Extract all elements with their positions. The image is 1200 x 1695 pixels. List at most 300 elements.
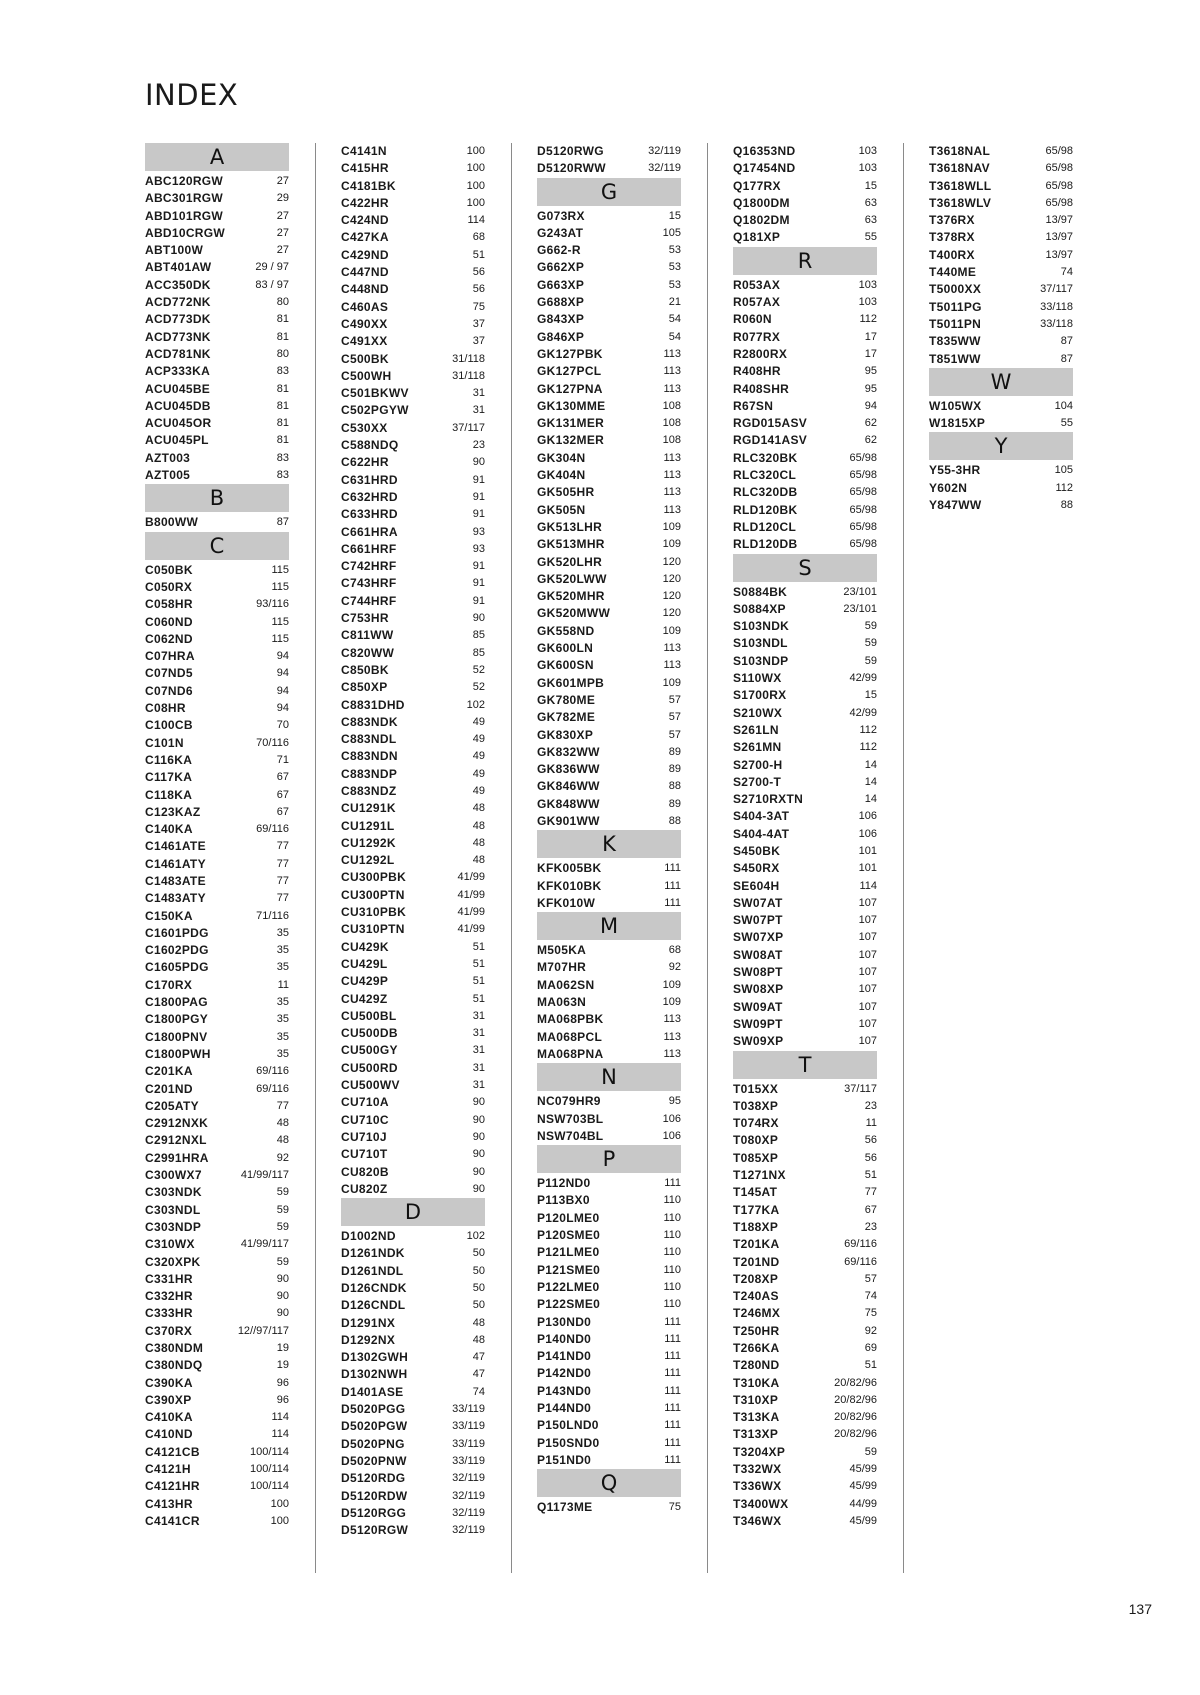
page-reference: 91 xyxy=(472,560,485,573)
product-code: R053AX xyxy=(733,277,781,292)
index-entry xyxy=(733,178,877,195)
product-code: ACD773NK xyxy=(145,329,211,344)
index-entry xyxy=(341,1181,485,1198)
index-entry xyxy=(733,1444,877,1461)
page-reference: 111 xyxy=(664,1367,681,1380)
page-reference: 52 xyxy=(472,663,485,676)
product-code: T5011PN xyxy=(929,316,982,331)
index-entry xyxy=(733,1461,877,1478)
page-reference: 33/118 xyxy=(1040,317,1073,330)
index-entry xyxy=(341,1470,485,1487)
page-reference: 67 xyxy=(864,1203,877,1216)
page-reference: 114 xyxy=(271,1411,289,1424)
index-column-4 xyxy=(733,143,877,1530)
product-code: KFK010W xyxy=(537,895,596,910)
product-code: C1601PDG xyxy=(145,925,209,940)
page-reference: 59 xyxy=(276,1203,289,1216)
product-code: GK832WW xyxy=(537,744,600,759)
page-reference: 105 xyxy=(662,226,681,239)
product-code: C883NDL xyxy=(341,732,397,747)
index-entry xyxy=(341,1129,485,1146)
index-entry xyxy=(733,1236,877,1253)
page-reference: 111 xyxy=(664,1350,681,1363)
product-code: KFK010BK xyxy=(537,878,602,893)
index-entry xyxy=(341,921,485,938)
product-code: GK600SN xyxy=(537,658,594,673)
product-code: C1800PWH xyxy=(145,1046,211,1061)
product-code: C631HRD xyxy=(341,472,398,487)
product-code: D126CNDK xyxy=(341,1281,407,1295)
product-code: T201KA xyxy=(733,1237,780,1252)
page-reference: 90 xyxy=(276,1307,289,1320)
index-entry xyxy=(341,714,485,731)
product-code: C303NDP xyxy=(145,1219,202,1234)
index-entry xyxy=(145,1375,289,1392)
page-reference: 14 xyxy=(864,775,877,788)
product-code: CU1291K xyxy=(341,801,396,816)
product-code: G243AT xyxy=(537,225,584,240)
product-code: MA068PCL xyxy=(537,1029,603,1044)
product-code: C140KA xyxy=(145,822,193,837)
index-entry xyxy=(145,1254,289,1271)
product-code: P140ND0 xyxy=(537,1331,592,1346)
index-entry xyxy=(341,697,485,714)
index-entry xyxy=(145,1478,289,1495)
index-entry xyxy=(341,299,485,316)
product-code: D5120RDW xyxy=(341,1488,408,1503)
product-code: C622HR xyxy=(341,455,389,470)
product-code: T378RX xyxy=(929,230,975,245)
index-entry xyxy=(733,1132,877,1149)
product-code: D1401ASE xyxy=(341,1384,404,1399)
index-entry xyxy=(341,1164,485,1181)
page-reference: 14 xyxy=(864,793,877,806)
page-reference: 91 xyxy=(472,508,485,521)
page-reference: 89 xyxy=(668,797,681,810)
index-entry xyxy=(537,1331,681,1348)
page-reference: 113 xyxy=(663,382,681,395)
product-code: T310KA xyxy=(733,1375,780,1390)
index-entry xyxy=(145,1513,289,1530)
page-reference: 100 xyxy=(270,1514,289,1527)
page-reference: 33/118 xyxy=(1040,300,1073,313)
index-entry xyxy=(145,1167,289,1184)
index-entry xyxy=(341,783,485,800)
product-code: S261MN xyxy=(733,740,782,755)
section-letter-t: T xyxy=(733,1051,877,1079)
page-reference: 106 xyxy=(662,1112,681,1125)
index-entry xyxy=(537,878,681,895)
product-code: S110WX xyxy=(733,671,782,686)
index-entry xyxy=(145,925,289,942)
index-entry xyxy=(145,959,289,976)
page-reference: 63 xyxy=(864,214,877,227)
index-entry xyxy=(733,1478,877,1495)
page-reference: 92 xyxy=(276,1151,289,1164)
index-entry xyxy=(537,1210,681,1227)
index-entry xyxy=(733,160,877,177)
index-entry xyxy=(341,506,485,523)
product-code: C4121H xyxy=(145,1462,191,1477)
index-entry xyxy=(929,398,1073,415)
page-reference: 94 xyxy=(276,667,289,680)
section-letter-m: M xyxy=(537,912,681,940)
page-reference: 32/119 xyxy=(452,1489,485,1502)
product-code: W1815XP xyxy=(929,416,986,431)
index-entry xyxy=(145,225,289,242)
product-code: S103NDK xyxy=(733,619,790,634)
page-reference: 19 xyxy=(276,1359,289,1372)
product-code: Q17454ND xyxy=(733,161,796,176)
product-code: R057AX xyxy=(733,295,781,310)
product-code: C4141N xyxy=(341,144,387,158)
page-reference: 14 xyxy=(864,758,877,771)
page-reference: 103 xyxy=(858,296,877,309)
product-code: ACD772NK xyxy=(145,295,211,310)
product-code: GK127PBK xyxy=(537,346,603,361)
index-entry xyxy=(929,480,1073,497)
page-reference: 59 xyxy=(864,637,877,650)
page-reference: 111 xyxy=(664,896,681,909)
index-entry xyxy=(341,1349,485,1366)
page-reference: 83 xyxy=(276,451,289,464)
page-reference: 96 xyxy=(276,1376,289,1389)
page-reference: 90 xyxy=(472,1096,485,1109)
index-entry xyxy=(733,1219,877,1236)
index-entry xyxy=(341,939,485,956)
index-entry xyxy=(341,887,485,904)
section-letter-s: S xyxy=(733,554,877,582)
index-entry xyxy=(145,821,289,838)
product-code: T3400WX xyxy=(733,1496,789,1511)
page-reference: 11 xyxy=(865,1117,877,1130)
index-entry xyxy=(341,541,485,558)
index-entry xyxy=(145,1340,289,1357)
product-code: C632HRD xyxy=(341,489,398,504)
product-code: T3618WLL xyxy=(929,178,992,193)
product-code: C742HRF xyxy=(341,559,397,574)
page-reference: 70 xyxy=(276,719,289,732)
product-code: CU1292L xyxy=(341,853,395,868)
index-entry xyxy=(145,381,289,398)
index-entry xyxy=(733,484,877,501)
page-reference: 100/114 xyxy=(250,1463,289,1476)
product-code: T074RX xyxy=(733,1116,779,1131)
page-reference: 56 xyxy=(864,1151,877,1164)
page-reference: 87 xyxy=(276,516,289,529)
page-reference: 110 xyxy=(663,1194,681,1207)
product-code: S404-4AT xyxy=(733,826,790,841)
index-entry xyxy=(145,173,289,190)
product-code: Q1800DM xyxy=(733,195,790,210)
page-reference: 20/82/96 xyxy=(834,1376,877,1389)
page-reference: 75 xyxy=(472,300,485,313)
page-reference: 65/98 xyxy=(849,503,877,516)
page-reference: 48 xyxy=(472,802,485,815)
page-reference: 57 xyxy=(668,693,681,706)
index-entry xyxy=(341,1366,485,1383)
page-reference: 80 xyxy=(276,347,289,360)
index-entry xyxy=(537,160,681,177)
index-entry xyxy=(733,687,877,704)
product-code: T085XP xyxy=(733,1150,779,1165)
product-code: C1461ATE xyxy=(145,839,206,854)
page-reference: 67 xyxy=(276,788,289,801)
product-code: C101N xyxy=(145,735,184,750)
page-reference: 54 xyxy=(668,330,681,343)
page-reference: 90 xyxy=(472,1165,485,1178)
page-reference: 41/99 xyxy=(457,871,485,884)
page-reference: 48 xyxy=(276,1117,289,1130)
page-reference: 94 xyxy=(864,399,877,412)
index-entry xyxy=(537,554,681,571)
product-code: T266KA xyxy=(733,1341,780,1355)
product-code: S2710RXTN xyxy=(733,792,804,807)
page-reference: 27 xyxy=(276,244,289,257)
product-code: C424ND xyxy=(341,213,389,228)
product-code: GK600LN xyxy=(537,641,594,656)
page-reference: 32/119 xyxy=(648,162,681,175)
page-reference: 20/82/96 xyxy=(834,1428,877,1441)
product-code: ACC350DK xyxy=(145,277,211,292)
index-entry xyxy=(341,195,485,212)
index-entry xyxy=(537,796,681,813)
index-entry xyxy=(733,601,877,618)
product-code: RLD120DB xyxy=(733,537,798,552)
index-entry xyxy=(537,977,681,994)
page-reference: 31/118 xyxy=(452,369,485,382)
page-reference: 90 xyxy=(472,1130,485,1143)
page-reference: 111 xyxy=(664,1453,681,1466)
index-entry xyxy=(733,1202,877,1219)
index-entry xyxy=(733,467,877,484)
page-reference: 81 xyxy=(276,313,289,326)
page-reference: 90 xyxy=(472,1148,485,1161)
page-reference: 106 xyxy=(858,827,877,840)
index-entry xyxy=(341,835,485,852)
index-entry xyxy=(341,956,485,973)
product-code: D5020PNW xyxy=(341,1453,407,1468)
page-reference: 110 xyxy=(663,1298,681,1311)
product-code: GK520MHR xyxy=(537,589,605,604)
page-reference: 113 xyxy=(663,347,681,360)
page-reference: 55 xyxy=(1060,417,1073,430)
product-code: C062ND xyxy=(145,631,193,646)
page-reference: 71/116 xyxy=(256,909,289,922)
page-reference: 81 xyxy=(276,434,289,447)
product-code: S261LN xyxy=(733,722,779,737)
page-reference: 83 xyxy=(276,469,289,482)
page-reference: 59 xyxy=(276,1220,289,1233)
index-entry xyxy=(537,259,681,276)
product-code: C429ND xyxy=(341,247,389,262)
index-entry xyxy=(341,316,485,333)
page-reference: 83 xyxy=(276,365,289,378)
product-code: S103NDL xyxy=(733,636,788,651)
product-code: T313XP xyxy=(733,1427,779,1442)
page-reference: 102 xyxy=(466,698,485,711)
page-reference: 89 xyxy=(668,763,681,776)
section-letter-y: Y xyxy=(929,432,1073,460)
index-entry xyxy=(733,329,877,346)
product-code: C303NDK xyxy=(145,1185,202,1200)
product-code: S1700RX xyxy=(733,688,787,703)
index-entry xyxy=(537,571,681,588)
index-entry xyxy=(537,657,681,674)
index-entry xyxy=(537,536,681,553)
index-entry xyxy=(341,281,485,298)
index-entry xyxy=(341,1488,485,1505)
page-reference: 109 xyxy=(662,978,681,991)
product-code: T038XP xyxy=(733,1098,779,1113)
page-reference: 113 xyxy=(663,659,681,672)
product-code: RLD120BK xyxy=(733,502,798,517)
product-code: CU310PBK xyxy=(341,905,407,920)
index-entry xyxy=(733,791,877,808)
page-reference: 120 xyxy=(662,572,681,585)
page-reference: 37 xyxy=(472,317,485,330)
page-reference: 55 xyxy=(864,231,877,244)
page-reference: 51 xyxy=(472,975,485,988)
product-code: SW09XP xyxy=(733,1034,784,1049)
index-entry xyxy=(733,381,877,398)
product-code: CU710T xyxy=(341,1147,388,1162)
index-entry xyxy=(733,1409,877,1426)
index-entry xyxy=(537,675,681,692)
page-reference: 100/114 xyxy=(250,1445,289,1458)
index-entry xyxy=(733,1323,877,1340)
page-reference: 111 xyxy=(664,879,681,892)
index-entry xyxy=(145,1011,289,1028)
page-reference: 100 xyxy=(466,145,485,157)
page-reference: 120 xyxy=(662,607,681,620)
page-reference: 100 xyxy=(466,196,485,209)
product-code: C380NDM xyxy=(145,1341,204,1355)
index-entry xyxy=(341,904,485,921)
index-entry xyxy=(929,229,1073,246)
index-entry xyxy=(929,160,1073,177)
page-reference: 81 xyxy=(276,417,289,430)
index-entry xyxy=(537,1452,681,1469)
product-code: C170RX xyxy=(145,977,193,992)
index-entry xyxy=(733,1184,877,1201)
index-entry xyxy=(145,1098,289,1115)
page-reference: 111 xyxy=(664,1419,681,1432)
product-code: GK520LWW xyxy=(537,571,607,586)
index-entry xyxy=(341,1522,485,1539)
index-entry xyxy=(929,195,1073,212)
page-reference: 110 xyxy=(663,1280,681,1293)
index-entry xyxy=(929,316,1073,333)
product-code: D5020PGW xyxy=(341,1419,408,1434)
index-entry xyxy=(341,1025,485,1042)
product-code: C201KA xyxy=(145,1064,193,1079)
page-reference: 112 xyxy=(859,313,877,326)
product-code: C588NDQ xyxy=(341,438,399,453)
page-reference: 33/119 xyxy=(452,1437,485,1450)
page-reference: 32/119 xyxy=(452,1472,485,1485)
index-entry xyxy=(341,437,485,454)
index-entry xyxy=(341,575,485,592)
product-code: G662XP xyxy=(537,260,585,275)
product-code: C447ND xyxy=(341,265,389,280)
page-reference: 13/97 xyxy=(1045,214,1073,227)
product-code: AZT005 xyxy=(145,468,191,483)
product-code: C07HRA xyxy=(145,649,195,664)
index-entry xyxy=(733,1150,877,1167)
index-entry xyxy=(341,385,485,402)
index-entry xyxy=(733,1513,877,1530)
index-entry xyxy=(733,311,877,328)
product-code: ABC301RGW xyxy=(145,191,224,206)
page-reference: 51 xyxy=(472,992,485,1005)
product-code: SW09PT xyxy=(733,1016,783,1031)
index-entry xyxy=(341,869,485,886)
index-entry xyxy=(537,1348,681,1365)
product-code: S2700-T xyxy=(733,774,782,789)
index-entry xyxy=(341,1418,485,1435)
index-entry xyxy=(145,208,289,225)
page-reference: 111 xyxy=(664,1332,681,1345)
index-entry xyxy=(537,942,681,959)
page-reference: 85 xyxy=(472,646,485,659)
product-code: D5120RWW xyxy=(537,161,606,176)
product-code: C883NDZ xyxy=(341,783,397,798)
page-reference: 48 xyxy=(472,1333,485,1346)
index-entry xyxy=(341,1505,485,1522)
page-reference: 69/116 xyxy=(844,1255,877,1268)
product-code: Y602N xyxy=(929,480,968,495)
product-code: CU500DB xyxy=(341,1026,398,1041)
product-code: P120LME0 xyxy=(537,1210,600,1225)
index-entry xyxy=(537,329,681,346)
page-reference: 90 xyxy=(472,1182,485,1195)
index-entry xyxy=(145,311,289,328)
page-reference: 65/98 xyxy=(1045,162,1073,175)
page-reference: 53 xyxy=(668,278,681,291)
product-code: R2800RX xyxy=(733,346,788,361)
section-letter-a: A xyxy=(145,143,289,171)
section-letter-r: R xyxy=(733,247,877,275)
product-code: P150LND0 xyxy=(537,1418,599,1433)
index-entry xyxy=(733,1098,877,1115)
product-code: C1483ATY xyxy=(145,891,206,906)
page-reference: 111 xyxy=(664,1402,681,1414)
page-reference: 48 xyxy=(472,854,485,867)
index-entry xyxy=(341,1263,485,1280)
product-code: C123KAZ xyxy=(145,804,201,819)
product-code: Q181XP xyxy=(733,230,781,245)
page-reference: 109 xyxy=(662,676,681,689)
page-reference: 27 xyxy=(276,175,289,187)
page-reference: 49 xyxy=(472,715,485,728)
index-entry xyxy=(733,294,877,311)
column-divider xyxy=(315,143,316,1573)
page-reference: 27 xyxy=(276,226,289,239)
index-entry xyxy=(341,1332,485,1349)
index-entry xyxy=(733,929,877,946)
page-reference: 68 xyxy=(668,944,681,957)
index-entry xyxy=(145,648,289,665)
product-code: Q1802DM xyxy=(733,213,790,228)
product-code: T313KA xyxy=(733,1410,780,1425)
index-entry xyxy=(733,1392,877,1409)
index-entry xyxy=(341,679,485,696)
product-code: C331HR xyxy=(145,1271,193,1286)
index-entry xyxy=(733,860,877,877)
index-entry xyxy=(733,346,877,363)
page-reference: 100 xyxy=(466,179,485,192)
